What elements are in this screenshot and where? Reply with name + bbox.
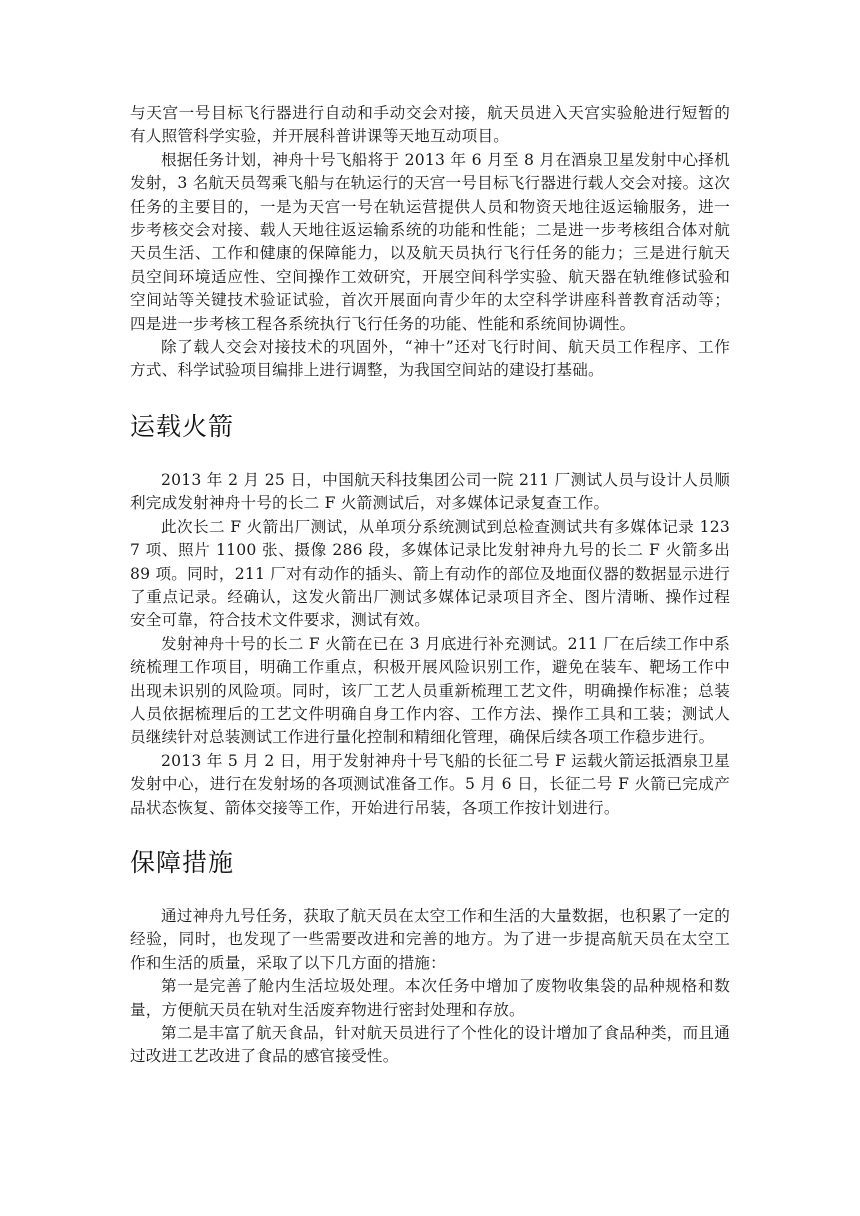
document-page	[130, 102, 730, 1069]
mission-plan-paragraph: 根据任务计划，神舟十号飞船将于 2013 年 6 月至 8 月在酒泉卫星发射中心择机发射，3 名航天员驾乘飞船与在轨运行的天宫一号目标飞行器进行载人交会对接。这次任务的主要目的，一是为天宫一号在轨运营提供人员和物资天地往返运输服务，进一步考核交会对接、载人天地往返运输系统的功能和性能；二是进一步考核组合体对航天员生活、工作和健康的保障能力，以及航天员执行飞行任务的能力；三是进行航天员空间环境适应性、空间操作工效研究，开展空间科学实验、航天器在轨维修试验和空间站等关键技术验证试验，首次开展面向青少年的太空科学讲座科普教育活动等；四是进一步考核工程各系统执行飞行任务的功能、性能和系统间协调性。	[130, 150, 730, 333]
rocket-paragraph-2: 此次长二 F 火箭出厂测试，从单项分系统测试到总检查测试共有多媒体记录 1237 项、照片 1100 张、摄像 286 段，多媒体记录比发射神舟九号的长二 F 火箭多出 89 项。同时，211 厂对有动作的插头、箭上有动作的部位及地面仪器的数据显示进行了重点记录。经确认，这发火箭出厂测试多媒体记录项目齐全、图片清晰、操作过程安全可靠，符合技术文件要求，测试有效。	[130, 517, 730, 630]
rocket-paragraph-1: 2013 年 2 月 25 日，中国航天科技集团公司一院 211 厂测试人员与设计人员顺利完成发射神舟十号的长二 F 火箭测试后，对多媒体记录复查工作。	[130, 470, 730, 513]
rocket-paragraph-3: 发射神舟十号的长二 F 火箭在已在 3 月底进行补充测试。211 厂在后续工作中系统梳理工作项目，明确工作重点，积极开展风险识别工作，避免在装车、靶场工作中出现未识别的风险项。同时，该厂工艺人员重新梳理工艺文件，明确操作标准；总装人员依据梳理后的工艺文件明确自身工作内容、工作方法、操作工具和工装；测试人员继续针对总装测试工作进行量化控制和精细化管理，确保后续各项工作稳步进行。	[130, 634, 730, 747]
safety-section-heading: 保障措施	[130, 847, 235, 877]
safety-paragraph-2: 第一是完善了舱内生活垃圾处理。本次任务中增加了废物收集袋的品种规格和数量，方便航天员在轨对生活废弃物进行密封处理和存放。	[130, 977, 730, 1019]
safety-paragraph-3: 第二是丰富了航天食品，针对航天员进行了个性化的设计增加了食品种类，而且通过改进工艺改进了食品的感官接受性。	[130, 1024, 730, 1066]
safety-paragraph-1: 通过神舟九号任务，获取了航天员在太空工作和生活的大量数据，也积累了一定的经验，同时，也发现了一些需要改进和完善的地方。为了进一步提高航天员在太空工作和生活的质量，采取了以下几方面的措施：	[130, 906, 730, 972]
intro-continuation-paragraph: 与天宫一号目标飞行器进行自动和手动交会对接，航天员进入天宫实验舱进行短暂的有人照管科学实验，并开展科普讲课等天地互动项目。	[130, 104, 730, 146]
rocket-paragraph-4: 2013 年 5 月 2 日，用于发射神舟十号飞船的长征二号 F 运载火箭运抵酒泉卫星发射中心，进行在发射场的各项测试准备工作。5 月 6 日，长征二号 F 火箭已完成产品状态恢复、箭体交接等工作，开始进行吊装，各项工作按计划进行。	[130, 751, 730, 817]
adjustments-paragraph: 除了载人交会对接技术的巩固外，“神十”还对飞行时间、航天员工作程序、工作方式、科学试验项目编排上进行调整，为我国空间站的建设打基础。	[130, 338, 730, 380]
rocket-section-heading: 运载火箭	[130, 411, 235, 441]
